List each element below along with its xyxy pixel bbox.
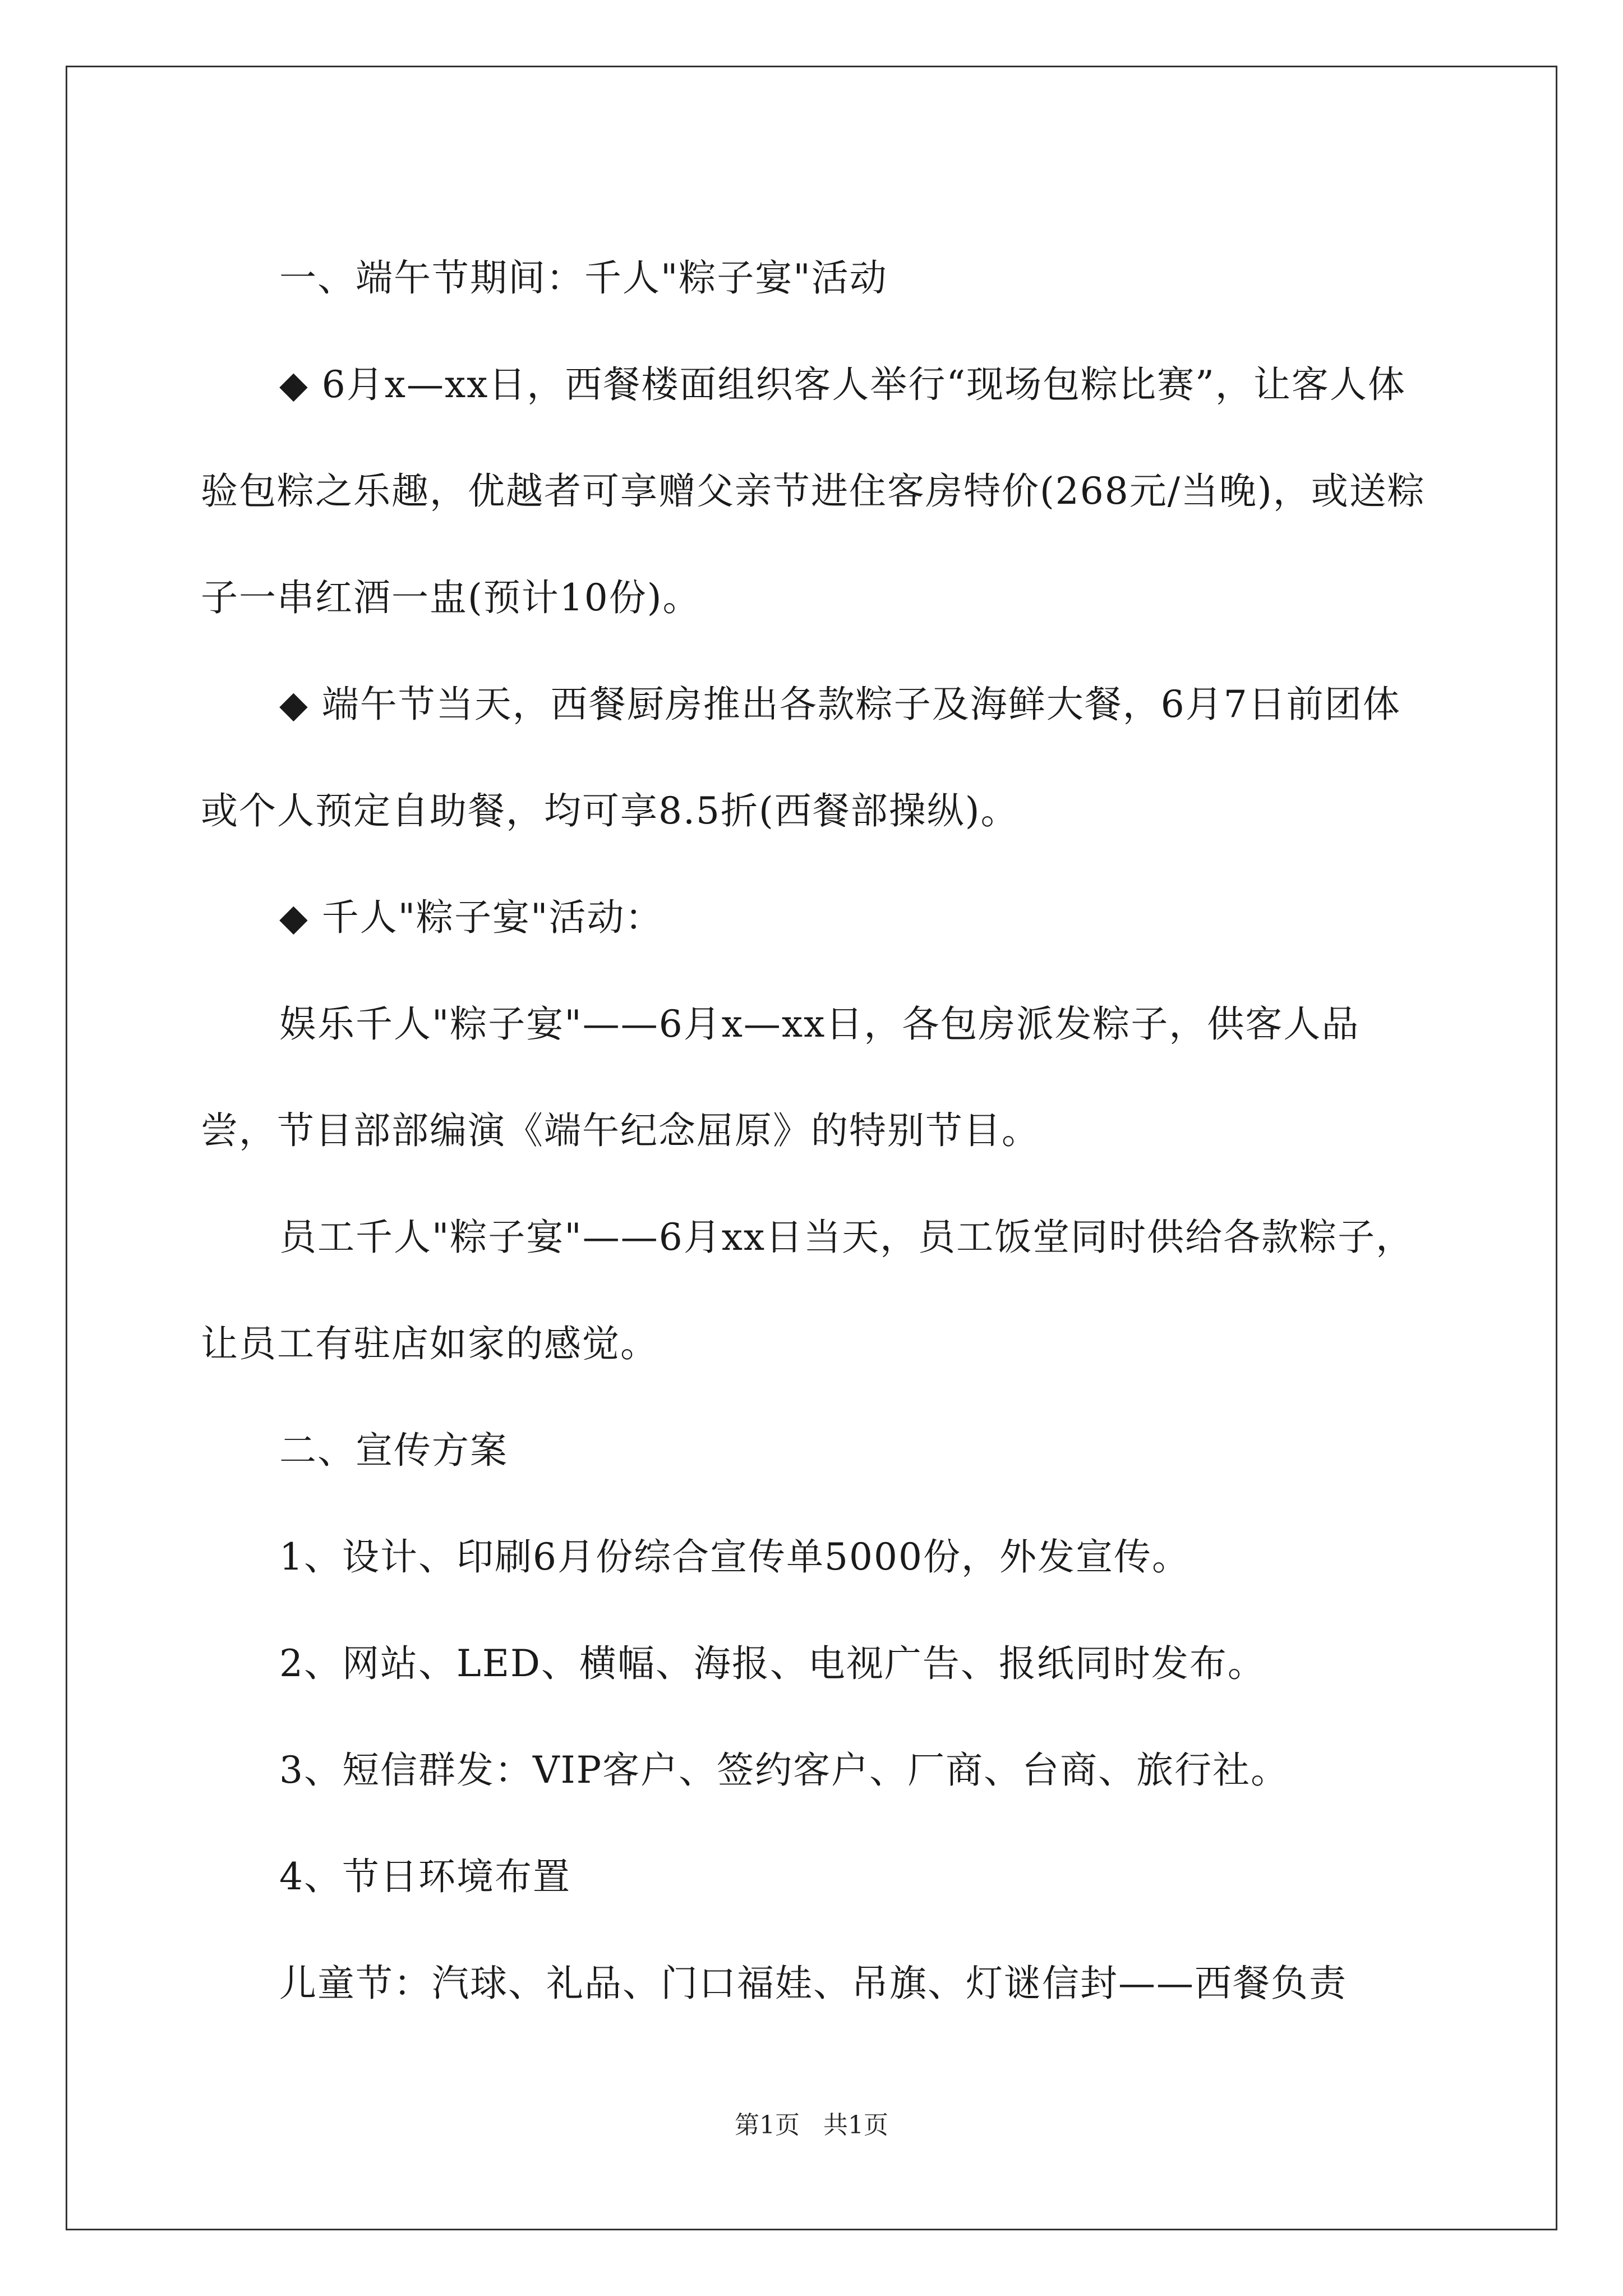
paragraph-entertainment: 娱乐千人"粽子宴"——6月x—xx日，各包房派发粽子，供客人品尝，节目部部编演《端午纪念屈原》的特别节目。 xyxy=(201,1002,1360,1152)
list-item-2: 2、网站、LED、横幅、海报、电视广告、报纸同时发布。 xyxy=(279,1642,1266,1685)
page-footer xyxy=(0,2105,1623,2141)
paragraph-bullet-3: ◆ 千人"粽子宴"活动： xyxy=(279,896,663,939)
paragraph-bullet-2: ◆ 端午节当天，西餐厨房推出各款粽子及海鲜大餐，6月7日前团体或个人预定自助餐，均可享8.5折(西餐部操纵)。 xyxy=(201,683,1401,832)
list-item-3: 3、短信群发：VIP客户、签约客户、厂商、台商、旅行社。 xyxy=(279,1749,1289,1792)
page-total: 共1页 xyxy=(823,2111,888,2139)
paragraph-bullet-1: ◆ 6月x—xx日，西餐楼面组织客人举行“现场包粽比赛”，让客人体验包粽之乐趣，优越者可享赠父亲节进住客房特价(268元/当晚)，或送粽子一串红酒一盅(预计10份)。 xyxy=(201,363,1426,619)
page-number: 第1页 xyxy=(735,2111,800,2139)
list-item-1: 1、设计、印刷6月份综合宣传单5000份，外发宣传。 xyxy=(279,1535,1190,1579)
section-heading-2: 二、宣传方案 xyxy=(279,1429,508,1472)
section-heading-1: 一、端午节期间：千人"粽子宴"活动 xyxy=(279,256,888,300)
list-item-4: 4、节日环境布置 xyxy=(279,1855,571,1898)
paragraph-staff: 员工千人"粽子宴"——6月xx日当天，员工饭堂同时供给各款粽子，让员工有驻店如家的感觉。 xyxy=(201,1216,1414,1365)
paragraph-childrens-day: 儿童节：汽球、礼品、门口福娃、吊旗、灯谜信封——西餐负责 xyxy=(279,1962,1347,2005)
